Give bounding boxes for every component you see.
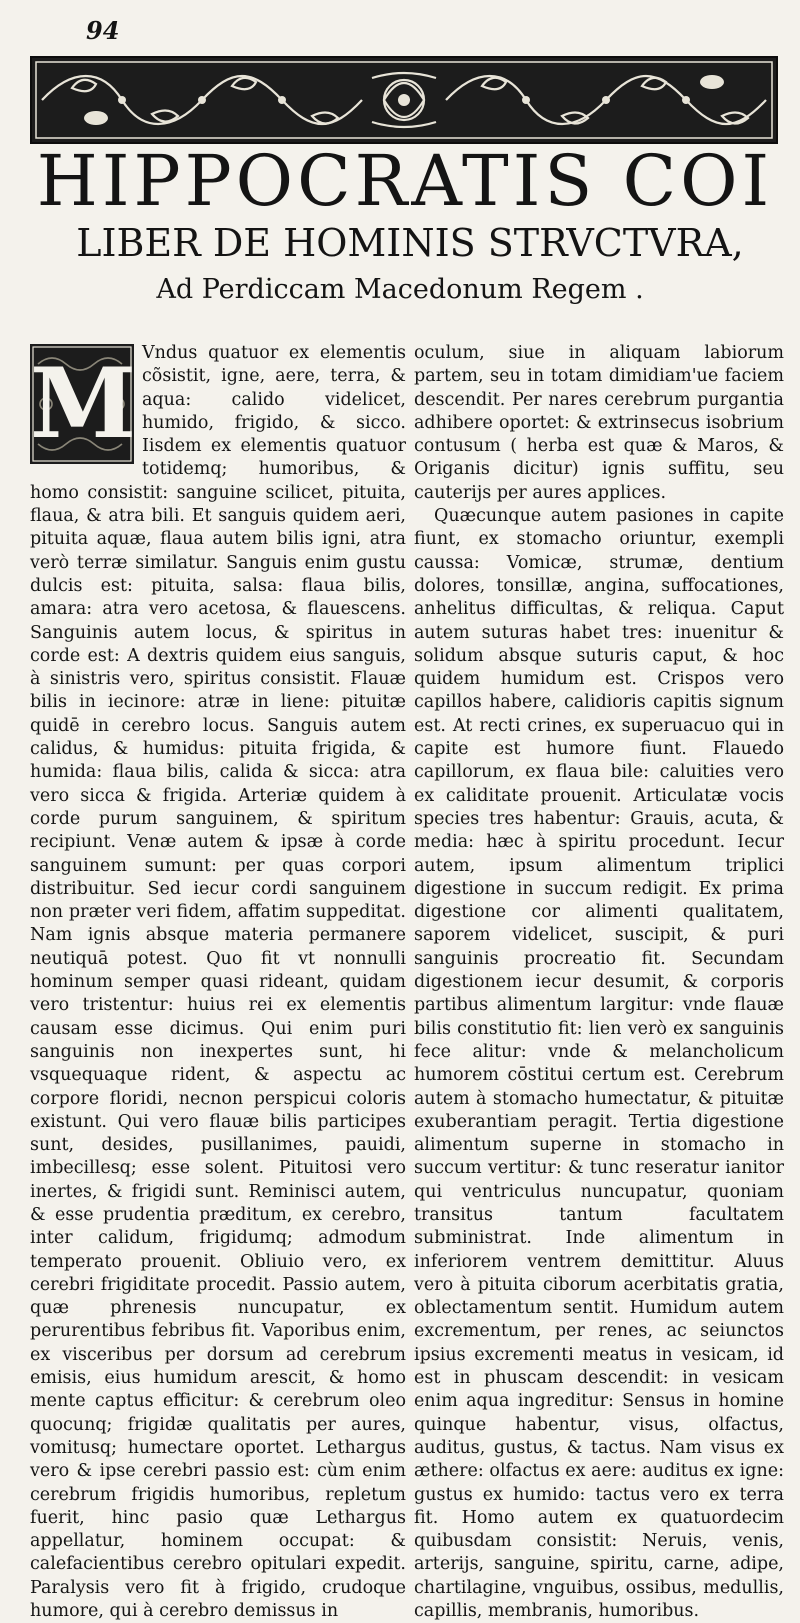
right-paragraph-1: oculum, siue in aliquam labiorum partem, seu in totam dimidiam'ue faciem descendit. Per nares cerebrum purgantia adhibere oportet: & extrinsecus isobrium contusum ( herba est quæ & Maros, & Origanis dicitur) ignis suffitu, seu cauterijs per aures applices. xyxy=(414,343,784,503)
text-column-left xyxy=(30,342,406,1622)
text-column-right xyxy=(414,342,784,1622)
page-number: 94 xyxy=(86,16,120,45)
floral-grotesque-ornament-icon xyxy=(32,58,776,142)
ornamental-headpiece xyxy=(30,56,778,144)
title-dedication: Ad Perdiccam Macedonum Regem . xyxy=(156,274,644,305)
left-column-text: Vndus quatuor ex elementis cõsistit, igne, aere, terra, & aqua: calido videlicet, humido, frigido, & sicco. Iisdem ex elementis quatuor totidemq; humoribus, & homo consistit: sanguine scilicet, pituita, flaua, & atra bili. Et sanguis quidem aeri, pituita aquæ, flaua autem bilis igni, atra verò terræ similatur. Sanguis enim gustu dulcis est: pituita, salsa: flaua bilis, amara: atra vero acetosa, & flauescens. Sanguinis autem locus, & spiritus in corde est: A dextris quidem eius sanguis, à sinistris vero, spiritus consistit. Flauæ bilis in iecinore: atræ in liene: pituitæ quidē in cerebro locus. Sanguis autem calidus, & humidus: pituita frigida, & humida: flaua bilis, calida & sicca: atra vero sicca & frigida. Arteriæ quidem à corde purum sanguinem, & spiritum recipiunt. Venæ autem & ipsæ à corde sanguinem sumunt: per quas corpori distribuitur. Sed iecur cordi sanguinem non præter veri fidem, affatim suppeditat. Nam ignis absque materia permanere neutiquā potest. Quo fit vt nonnulli hominum semper quasi rideant, quidam vero tristentur: huius rei ex elementis causam esse dicimus. Qui enim puri sanguinis non inexpertes sunt, hi vsquequaque rident, & aspectu ac corpore floridi, necnon perspicui coloris existunt. Qui vero flauæ bilis participes sunt, desides, pusillanimes, pauidi, imbecillesq; esse solent. Pituitosi vero inertes, & frigidi sunt. Reminisci autem, & esse prudentia præditum, ex cerebro, inter calidum, frigidumq; admodum temperato prouenit. Obliuio vero, ex cerebri frigiditate procedit. Passio autem, quæ phrenesis nuncupatur, ex perurentibus febribus fit. Vaporibus enim, ex visceribus per dorsum ad cerebrum emisis, eius humidum arescit, & homo mente captus efficitur: & cerebrum oleo quocunq; frigidæ qualitatis per aures, vomitusq; humectare oportet. Lethargus vero & ipse cerebri passio est: cùm enim cerebrum frigidis humoribus, repletum fuerit, hinc pasio quæ Lethargus appellatur, hominem occupat: & calefacientibus cerebro opitulari expedit. Paralysis vero fit à frigido, crudoque humore, qui à cerebro demissus in xyxy=(30,343,406,1622)
right-paragraph-2: Quæcunque autem pasiones in capite fiunt, ex stomacho oriuntur, exempli caussa: Vomicæ, strumæ, dentium dolores, tonsillæ, angina, suffocationes, anhelitus difficultas, & reliqua. Caput autem suturas habet tres: inuenitur & solidum absque suturis caput, & hoc quidem humidum est. Crispos vero capillos habere, calidioris capitis signum est. At recti crines, ex superuacuo qui in capite est humore fiunt. Flauedo capillorum, ex flaua bile: caluities vero ex caliditate prouenit. Articulatæ vocis species tres habentur: Grauis, acuta, & media: hæc à spiritu procedunt. Iecur autem, ipsum alimentum triplici digestione in succum redigit. Ex prima digestione cor alimenti qualitatem, saporem videlicet, suscipit, & puri sanguinis procreatio fit. Secundam digestionem iecur desumit, & corporis partibus alimentum largitur: vnde flauæ bilis constitutio fit: lien verò ex sanguinis fece alitur: vnde & melancholicum humorem cōstitui certum est. Cerebrum autem à stomacho humectatur, & pituitæ exuberantiam peragit. Tertia digestione alimentum superne in stomacho in succum vertitur: & tunc reseratur ianitor qui ventriculus nuncupatur, quoniam transitus tantum facultatem subministrat. Inde alimentum in inferiorem ventrem demittitur. Aluus vero à pituita ciborum acerbitatis gratia, oblectamentum sentit. Humidum autem excrementum, per renes, ac seiunctos ipsius excrementi meatus in vesicam, id est in phuscam descendit: in vesicam enim aqua ingreditur: Sensus in homine quinque habentur, visus, olfactus, auditus, gustus, & tactus. Nam visus ex æthere: olfactus ex aere: auditus ex igne: gustus ex humido: tactus vero ex terra fit. Homo autem ex quatuordecim quibusdam consistit: Neruis, venis, arterijs, sanguine, spiritu, carne, adipe, chartilagine, vnguibus, ossibus, medullis, capillis, membranis, humoribus. xyxy=(414,506,784,1622)
initial-letter: M xyxy=(30,347,137,460)
title-main: HIPPOCRATIS COI xyxy=(36,140,774,222)
decorated-initial xyxy=(30,344,137,464)
title-sub: LIBER DE HOMINIS STRVCTVRA, xyxy=(76,221,744,265)
